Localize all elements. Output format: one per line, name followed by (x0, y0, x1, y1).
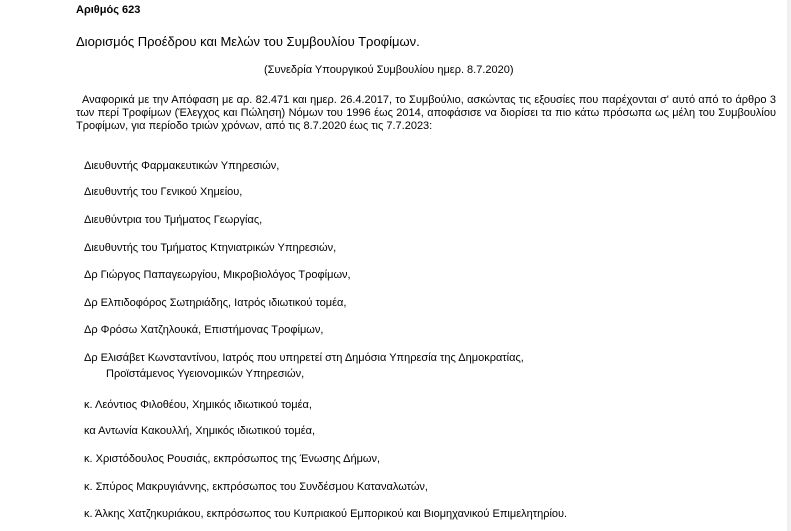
session-note: (Συνεδρία Υπουργικού Συμβουλίου ημερ. 8.7.2020) (264, 64, 514, 76)
member-item (84, 160, 279, 173)
member-text: Δρ Ελισάβετ Κωνσταντίνου, Ιατρός που υπηρετεί στη Δημόσια Υπηρεσία της Δημοκρατίας, (84, 352, 524, 364)
member-text: κ. Σπύρος Μακρυγιάννης, εκπρόσωπος του Συνδέσμου Καταναλωτών, (84, 481, 428, 493)
member-text: Διευθυντής του Γενικού Χημείου, (84, 186, 243, 198)
member-item (84, 352, 524, 381)
member-text: Διευθύντρια του Τμήματος Γεωργίας, (84, 214, 263, 226)
intro-paragraph: Αναφορικά με την Απόφαση με αρ. 82.471 και ημερ. 26.4.2017, το Συμβούλιο, ασκώντας τις εξουσίες που παρέχονται σ' αυτό από το άρθρο 3 των περί Τροφίμων (Έλεγχος και Πώληση) Νόμων του 1996 έως 2014, αποφάσισε να διορίσει τα πιο κάτω πρόσωπα ως μέλη του Συμβουλίου Τροφίμων, για περίοδο τριών χρόνων, από τις 8.7.2020 έως τις 7.7.2023: (76, 94, 776, 132)
member-item (84, 508, 567, 521)
member-text: Δρ Φρόσω Χατζηλουκά, Επιστήμονας Τροφίμων, (84, 324, 324, 336)
member-text: Διευθυντής του Τμήματος Κτηνιατρικών Υπηρεσιών, (84, 242, 337, 254)
member-item (84, 186, 242, 199)
member-item (84, 297, 346, 310)
member-item (84, 453, 380, 466)
member-item (84, 269, 351, 282)
member-text: Διευθυντής Φαρμακευτικών Υπηρεσιών, (84, 160, 280, 172)
member-item (84, 242, 336, 255)
member-text: κ. Άλκης Χατζηκυριάκου, εκπρόσωπος του Κυπριακού Εμπορικού και Βιομηχανικού Επιμελητηρίου. (84, 508, 568, 520)
member-text-continued: Προϊστάμενος Υγειονομικών Υπηρεσιών, (106, 368, 305, 380)
member-item (84, 214, 262, 227)
member-item (84, 425, 315, 438)
scrollbar[interactable] (787, 0, 791, 531)
member-text: κα Αντωνία Κακουλλή, Χημικός ιδιωτικού τομέα, (84, 425, 316, 437)
member-text: Δρ Γιώργος Παπαγεωργίου, Μικροβιολόγος Τροφίμων, (84, 269, 351, 281)
member-text: κ. Χριστόδουλος Ρουσιάς, εκπρόσωπος της Ένωσης Δήμων, (84, 453, 381, 465)
member-text: Δρ Ελπιδοφόρος Σωτηριάδης, Ιατρός ιδιωτικού τομέα, (84, 297, 347, 309)
member-item (84, 324, 323, 337)
member-item (84, 399, 312, 412)
member-item (84, 481, 428, 494)
document-title: Διορισμός Προέδρου και Μελών του Συμβουλίου Τροφίμων. (76, 34, 420, 49)
decision-number: Αριθμός 623 (76, 4, 141, 16)
member-text: κ. Λεόντιος Φιλοθέου, Χημικός ιδιωτικού τομέα, (84, 399, 312, 411)
